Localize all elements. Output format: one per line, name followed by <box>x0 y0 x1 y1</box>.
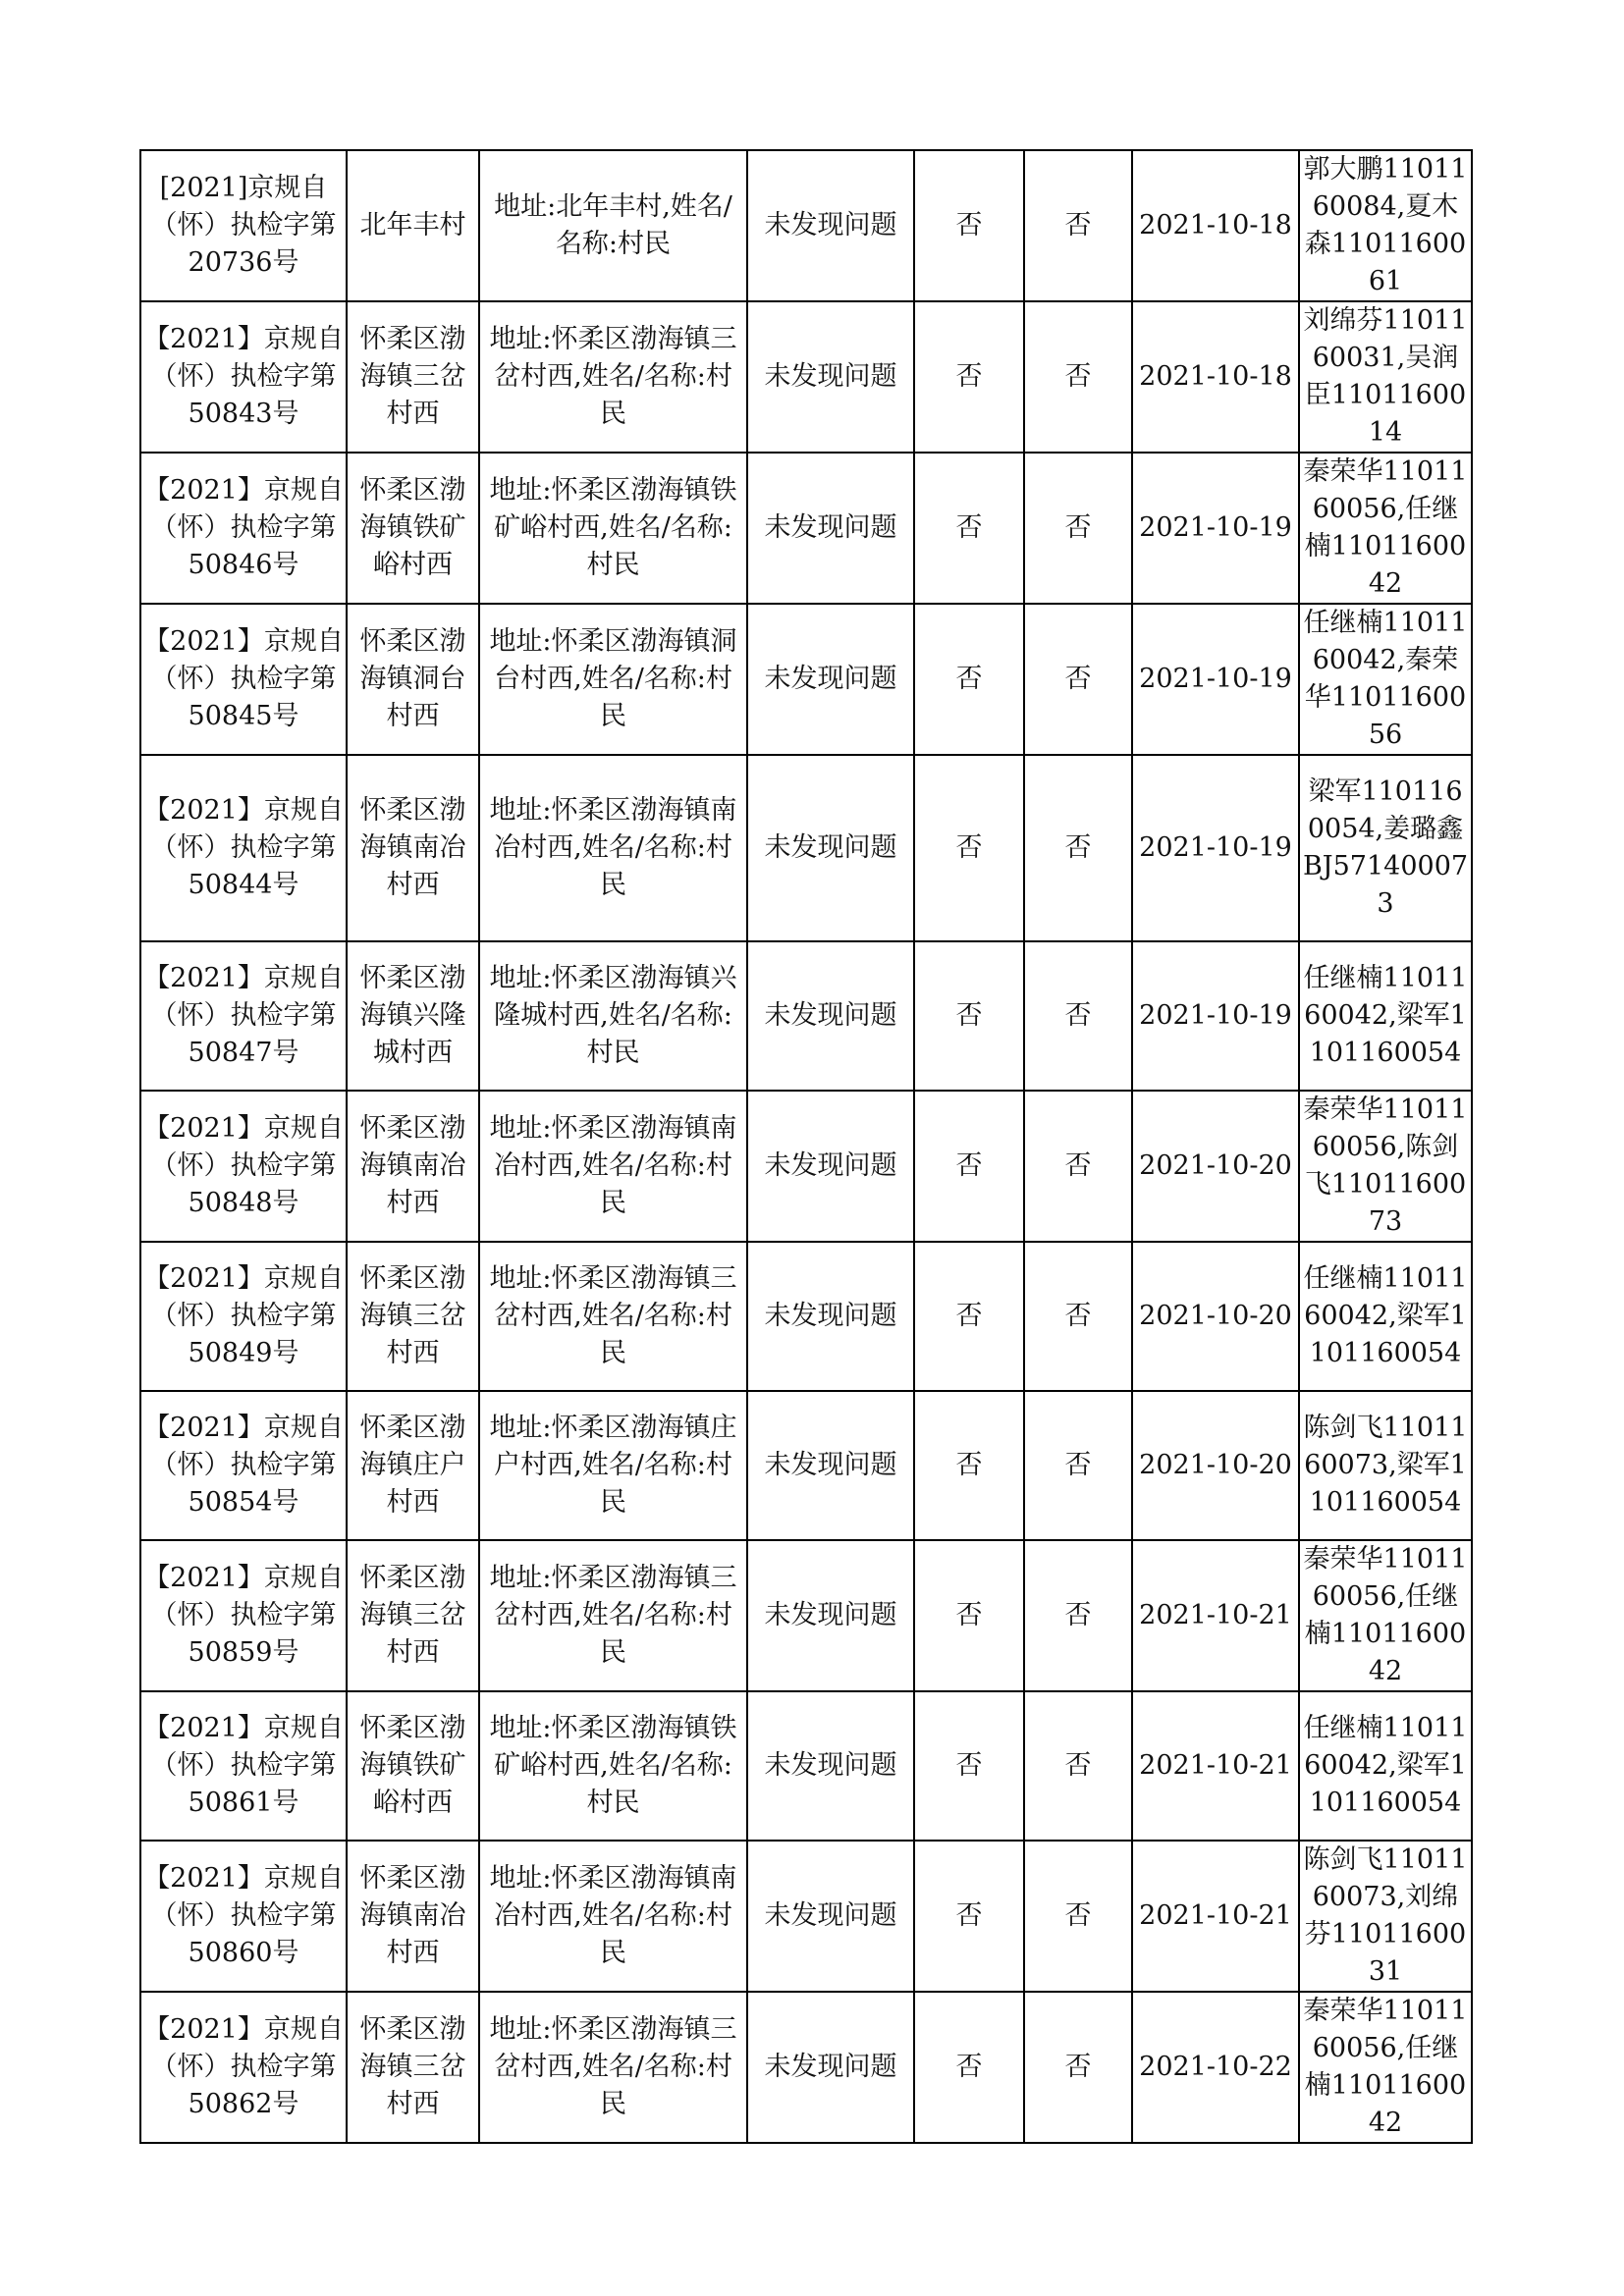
document-number-cell: 【2021】京规自（怀）执检字第50861号 <box>140 1691 347 1841</box>
document-number-cell: 【2021】京规自（怀）执检字第50862号 <box>140 1992 347 2143</box>
location-cell: 怀柔区渤海镇三岔村西 <box>347 1992 479 2143</box>
flag-cell-1: 否 <box>914 453 1024 604</box>
flag-cell-1: 否 <box>914 1391 1024 1540</box>
date-cell: 2021-10-20 <box>1132 1391 1299 1540</box>
document-number-cell: 【2021】京规自（怀）执检字第50843号 <box>140 301 347 453</box>
flag-cell-2: 否 <box>1024 604 1132 755</box>
flag-cell-2: 否 <box>1024 1391 1132 1540</box>
inspection-target-cell: 地址:怀柔区渤海镇南冶村西,姓名/名称:村民 <box>479 755 747 941</box>
table-body <box>140 150 1472 2143</box>
table-row <box>140 301 1472 453</box>
flag-cell-2: 否 <box>1024 1540 1132 1691</box>
inspection-target-cell: 地址:北年丰村,姓名/名称:村民 <box>479 150 747 301</box>
inspection-target-cell: 地址:怀柔区渤海镇三岔村西,姓名/名称:村民 <box>479 1242 747 1391</box>
inspectors-cell: 秦荣华1101160056,陈剑飞1101160073 <box>1299 1091 1472 1242</box>
flag-cell-1: 否 <box>914 150 1024 301</box>
document-number-cell: 【2021】京规自（怀）执检字第50860号 <box>140 1841 347 1992</box>
date-cell: 2021-10-21 <box>1132 1841 1299 1992</box>
date-cell: 2021-10-22 <box>1132 1992 1299 2143</box>
date-cell: 2021-10-21 <box>1132 1540 1299 1691</box>
table-row <box>140 1691 1472 1841</box>
flag-cell-2: 否 <box>1024 1691 1132 1841</box>
location-cell: 怀柔区渤海镇洞台村西 <box>347 604 479 755</box>
table-row <box>140 941 1472 1091</box>
inspectors-cell: 梁军1101160054,姜璐鑫BJ571400073 <box>1299 755 1472 941</box>
inspection-target-cell: 地址:怀柔区渤海镇南冶村西,姓名/名称:村民 <box>479 1841 747 1992</box>
inspection-target-cell: 地址:怀柔区渤海镇三岔村西,姓名/名称:村民 <box>479 1540 747 1691</box>
date-cell: 2021-10-19 <box>1132 453 1299 604</box>
flag-cell-2: 否 <box>1024 941 1132 1091</box>
inspection-target-cell: 地址:怀柔区渤海镇三岔村西,姓名/名称:村民 <box>479 301 747 453</box>
result-cell: 未发现问题 <box>747 301 914 453</box>
result-cell: 未发现问题 <box>747 1540 914 1691</box>
result-cell: 未发现问题 <box>747 1391 914 1540</box>
flag-cell-1: 否 <box>914 1091 1024 1242</box>
document-number-cell: 【2021】京规自（怀）执检字第50846号 <box>140 453 347 604</box>
table-row <box>140 150 1472 301</box>
inspectors-cell: 任继楠1101160042,梁军1101160054 <box>1299 941 1472 1091</box>
inspectors-cell: 秦荣华1101160056,任继楠1101160042 <box>1299 453 1472 604</box>
document-number-cell: 【2021】京规自（怀）执检字第50859号 <box>140 1540 347 1691</box>
document-number-cell: 【2021】京规自（怀）执检字第50848号 <box>140 1091 347 1242</box>
inspection-target-cell: 地址:怀柔区渤海镇铁矿峪村西,姓名/名称:村民 <box>479 453 747 604</box>
location-cell: 怀柔区渤海镇庄户村西 <box>347 1391 479 1540</box>
document-number-cell: 【2021】京规自（怀）执检字第50845号 <box>140 604 347 755</box>
result-cell: 未发现问题 <box>747 755 914 941</box>
inspection-target-cell: 地址:怀柔区渤海镇铁矿峪村西,姓名/名称:村民 <box>479 1691 747 1841</box>
inspection-target-cell: 地址:怀柔区渤海镇庄户村西,姓名/名称:村民 <box>479 1391 747 1540</box>
flag-cell-1: 否 <box>914 1540 1024 1691</box>
inspectors-cell: 郭大鹏1101160084,夏木森1101160061 <box>1299 150 1472 301</box>
date-cell: 2021-10-20 <box>1132 1091 1299 1242</box>
inspection-records-table <box>139 149 1473 2144</box>
flag-cell-1: 否 <box>914 1691 1024 1841</box>
table-row <box>140 755 1472 941</box>
table-row <box>140 1841 1472 1992</box>
flag-cell-1: 否 <box>914 604 1024 755</box>
flag-cell-1: 否 <box>914 755 1024 941</box>
inspection-target-cell: 地址:怀柔区渤海镇洞台村西,姓名/名称:村民 <box>479 604 747 755</box>
result-cell: 未发现问题 <box>747 150 914 301</box>
location-cell: 北年丰村 <box>347 150 479 301</box>
table-row <box>140 1091 1472 1242</box>
inspection-target-cell: 地址:怀柔区渤海镇兴隆城村西,姓名/名称:村民 <box>479 941 747 1091</box>
inspectors-cell: 刘绵芬1101160031,吴润臣1101160014 <box>1299 301 1472 453</box>
table-row <box>140 1540 1472 1691</box>
table-row <box>140 1992 1472 2143</box>
flag-cell-2: 否 <box>1024 1091 1132 1242</box>
flag-cell-1: 否 <box>914 1992 1024 2143</box>
flag-cell-2: 否 <box>1024 301 1132 453</box>
location-cell: 怀柔区渤海镇南冶村西 <box>347 755 479 941</box>
result-cell: 未发现问题 <box>747 1091 914 1242</box>
flag-cell-1: 否 <box>914 1841 1024 1992</box>
result-cell: 未发现问题 <box>747 604 914 755</box>
location-cell: 怀柔区渤海镇三岔村西 <box>347 301 479 453</box>
date-cell: 2021-10-18 <box>1132 301 1299 453</box>
flag-cell-1: 否 <box>914 301 1024 453</box>
location-cell: 怀柔区渤海镇三岔村西 <box>347 1540 479 1691</box>
date-cell: 2021-10-21 <box>1132 1691 1299 1841</box>
document-number-cell: 【2021】京规自（怀）执检字第50854号 <box>140 1391 347 1540</box>
document-number-cell: 【2021】京规自（怀）执检字第50847号 <box>140 941 347 1091</box>
result-cell: 未发现问题 <box>747 1992 914 2143</box>
document-number-cell: [2021]京规自（怀）执检字第20736号 <box>140 150 347 301</box>
flag-cell-2: 否 <box>1024 755 1132 941</box>
inspectors-cell: 任继楠1101160042,梁军1101160054 <box>1299 1242 1472 1391</box>
document-number-cell: 【2021】京规自（怀）执检字第50849号 <box>140 1242 347 1391</box>
table-row <box>140 1391 1472 1540</box>
date-cell: 2021-10-19 <box>1132 755 1299 941</box>
document-number-cell: 【2021】京规自（怀）执检字第50844号 <box>140 755 347 941</box>
date-cell: 2021-10-19 <box>1132 941 1299 1091</box>
inspectors-cell: 任继楠1101160042,秦荣华1101160056 <box>1299 604 1472 755</box>
location-cell: 怀柔区渤海镇铁矿峪村西 <box>347 453 479 604</box>
flag-cell-2: 否 <box>1024 1242 1132 1391</box>
table-row <box>140 1242 1472 1391</box>
table-row <box>140 604 1472 755</box>
flag-cell-1: 否 <box>914 1242 1024 1391</box>
location-cell: 怀柔区渤海镇三岔村西 <box>347 1242 479 1391</box>
flag-cell-2: 否 <box>1024 150 1132 301</box>
location-cell: 怀柔区渤海镇南冶村西 <box>347 1841 479 1992</box>
date-cell: 2021-10-18 <box>1132 150 1299 301</box>
flag-cell-1: 否 <box>914 941 1024 1091</box>
result-cell: 未发现问题 <box>747 1242 914 1391</box>
result-cell: 未发现问题 <box>747 453 914 604</box>
inspectors-cell: 秦荣华1101160056,任继楠1101160042 <box>1299 1992 1472 2143</box>
table-row <box>140 453 1472 604</box>
inspectors-cell: 陈剑飞1101160073,刘绵芬1101160031 <box>1299 1841 1472 1992</box>
flag-cell-2: 否 <box>1024 1992 1132 2143</box>
inspection-target-cell: 地址:怀柔区渤海镇三岔村西,姓名/名称:村民 <box>479 1992 747 2143</box>
date-cell: 2021-10-19 <box>1132 604 1299 755</box>
flag-cell-2: 否 <box>1024 1841 1132 1992</box>
flag-cell-2: 否 <box>1024 453 1132 604</box>
inspectors-cell: 陈剑飞1101160073,梁军1101160054 <box>1299 1391 1472 1540</box>
date-cell: 2021-10-20 <box>1132 1242 1299 1391</box>
inspectors-cell: 秦荣华1101160056,任继楠1101160042 <box>1299 1540 1472 1691</box>
result-cell: 未发现问题 <box>747 1841 914 1992</box>
location-cell: 怀柔区渤海镇兴隆城村西 <box>347 941 479 1091</box>
result-cell: 未发现问题 <box>747 941 914 1091</box>
inspection-target-cell: 地址:怀柔区渤海镇南冶村西,姓名/名称:村民 <box>479 1091 747 1242</box>
location-cell: 怀柔区渤海镇南冶村西 <box>347 1091 479 1242</box>
location-cell: 怀柔区渤海镇铁矿峪村西 <box>347 1691 479 1841</box>
result-cell: 未发现问题 <box>747 1691 914 1841</box>
inspectors-cell: 任继楠1101160042,梁军1101160054 <box>1299 1691 1472 1841</box>
